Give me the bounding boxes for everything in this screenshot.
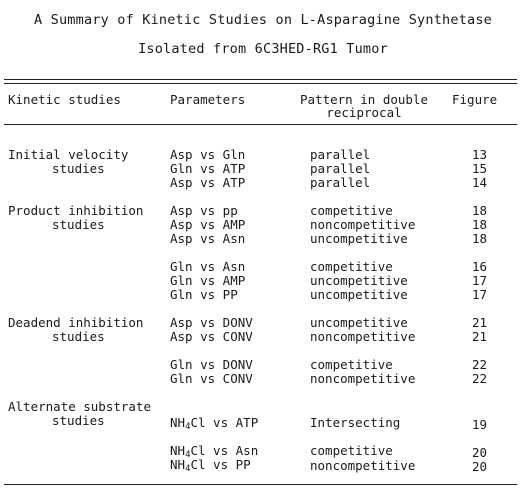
row-parameter: Asp vs ATP	[170, 175, 246, 190]
group-label-cont: studies	[52, 161, 105, 176]
row-parameter	[170, 444, 258, 458]
param-subscript: 4	[185, 422, 191, 432]
row-pattern: noncompetitive	[310, 217, 416, 232]
row-pattern: Intersecting	[310, 415, 401, 430]
table-title-line-2: Isolated from 6C3HED-RG1 Tumor	[138, 41, 388, 57]
group-label-cont: studies	[52, 413, 105, 428]
row-figure: 15	[472, 161, 488, 176]
row-figure: 18	[472, 217, 488, 232]
row-pattern: noncompetitive	[310, 329, 416, 344]
header-pattern: Pattern in double reciprocal	[300, 92, 428, 120]
row-figure: 18	[472, 231, 488, 246]
row-figure: 20	[472, 445, 488, 460]
row-pattern: uncompetitive	[310, 315, 408, 330]
row-parameter: Asp vs DONV	[170, 315, 253, 330]
row-figure: 13	[472, 147, 488, 162]
bottom-rule	[4, 484, 517, 485]
row-pattern: competitive	[310, 357, 393, 372]
row-parameter: Asp vs Gln	[170, 147, 246, 162]
row-parameter: Gln vs ATP	[170, 161, 246, 176]
row-pattern: parallel	[310, 175, 371, 190]
param-suffix: Cl vs Asn	[190, 443, 259, 458]
row-figure: 20	[472, 459, 488, 474]
row-pattern: competitive	[310, 203, 393, 218]
top-rule-lower	[4, 83, 517, 84]
row-pattern: competitive	[310, 259, 393, 274]
row-pattern: uncompetitive	[310, 231, 408, 246]
param-prefix: NH	[170, 443, 186, 458]
row-figure: 17	[472, 287, 488, 302]
row-pattern: uncompetitive	[310, 287, 408, 302]
top-rule-upper	[4, 79, 517, 80]
row-parameter	[170, 458, 251, 472]
group-label: Alternate substrate	[8, 399, 151, 414]
group-label-cont: studies	[52, 329, 105, 344]
row-pattern: parallel	[310, 161, 371, 176]
row-pattern: noncompetitive	[310, 371, 416, 386]
row-figure: 21	[472, 315, 488, 330]
param-suffix: Cl vs PP	[190, 457, 251, 472]
row-pattern: noncompetitive	[310, 458, 416, 473]
param-prefix: NH	[170, 415, 186, 430]
row-figure: 19	[472, 417, 488, 432]
group-label: Product inhibition	[8, 203, 144, 218]
param-subscript: 4	[185, 450, 191, 460]
row-parameter: Asp vs CONV	[170, 329, 253, 344]
row-pattern: parallel	[310, 147, 371, 162]
header-figure: Figure	[452, 92, 498, 107]
row-parameter: Gln vs DONV	[170, 357, 253, 372]
row-figure: 16	[472, 259, 488, 274]
row-figure: 22	[472, 357, 488, 372]
row-parameter: Asp vs Asn	[170, 231, 246, 246]
row-parameter: Gln vs CONV	[170, 371, 253, 386]
row-figure: 18	[472, 203, 488, 218]
row-figure: 14	[472, 175, 488, 190]
row-parameter: Gln vs Asn	[170, 259, 246, 274]
header-parameters: Parameters	[170, 92, 246, 107]
group-label: Initial velocity	[8, 147, 129, 162]
row-figure: 17	[472, 273, 488, 288]
param-subscript: 4	[185, 464, 191, 474]
row-parameter	[170, 416, 258, 430]
param-prefix: NH	[170, 457, 186, 472]
row-pattern: uncompetitive	[310, 273, 408, 288]
row-parameter: Gln vs AMP	[170, 273, 246, 288]
row-parameter: Asp vs AMP	[170, 217, 246, 232]
group-label-cont: studies	[52, 217, 105, 232]
row-figure: 21	[472, 329, 488, 344]
header-rule	[4, 124, 517, 125]
table-title-line-1: A Summary of Kinetic Studies on L-Asparagine Synthetase	[33, 12, 493, 28]
row-pattern: competitive	[310, 443, 393, 458]
header-kinetic-studies: Kinetic studies	[8, 92, 121, 107]
param-suffix: Cl vs ATP	[190, 415, 259, 430]
row-parameter: Asp vs pp	[170, 203, 238, 218]
row-figure: 22	[472, 371, 488, 386]
row-parameter: Gln vs PP	[170, 287, 238, 302]
group-label: Deadend inhibition	[8, 315, 144, 330]
